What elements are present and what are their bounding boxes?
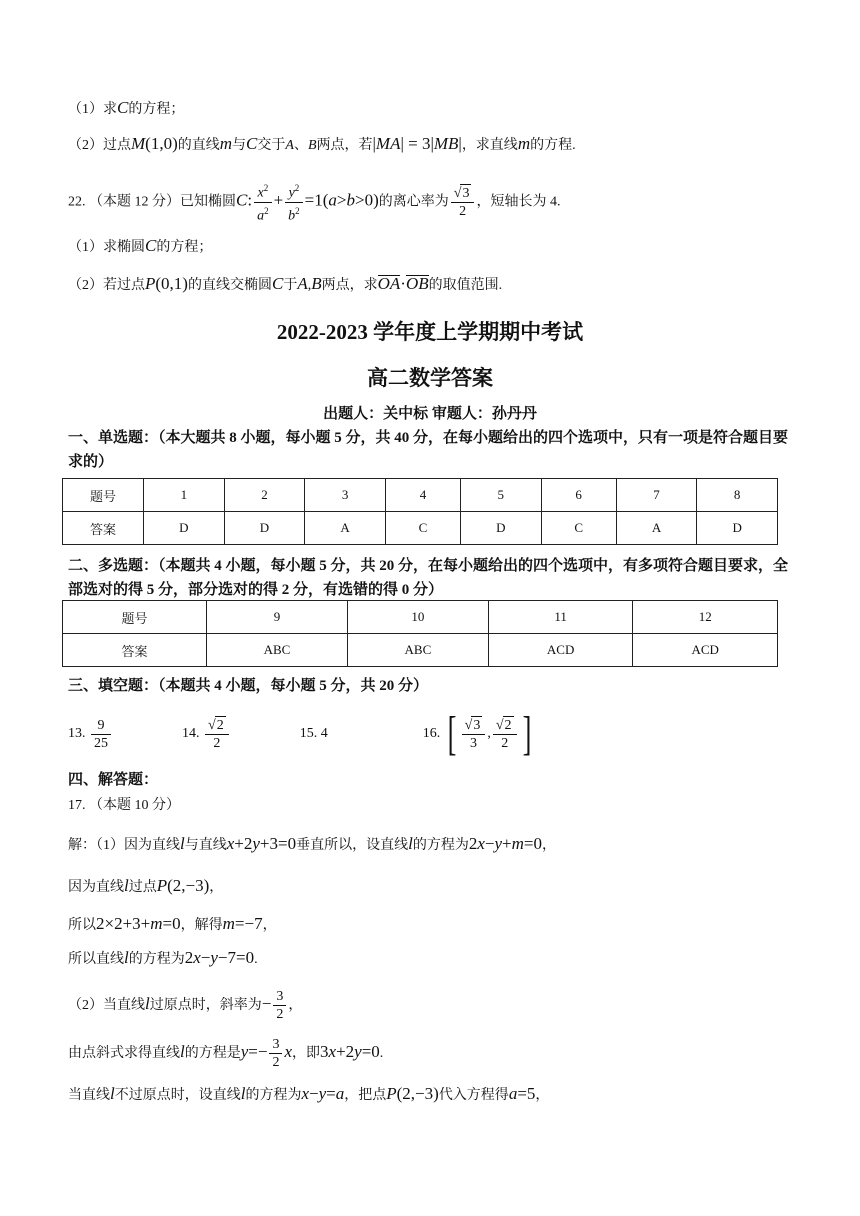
table-cell: ABC — [207, 634, 348, 667]
section1-heading: 一、单选题：（本大题共 8 小题，每小题 5 分，共 40 分，在每小题给出的四个选项中，只有一项是符合题目要求的） — [68, 430, 789, 470]
table-cell: 6 — [541, 479, 616, 512]
table-cell: ABC — [347, 634, 488, 667]
table-cell: D — [697, 512, 778, 545]
section1-table — [62, 478, 778, 545]
answer-14: 14. $\frac{√2}{2}$ — [182, 726, 231, 741]
table-cell: 12 — [633, 601, 778, 634]
q21-part2: （2）过点M(1,0)的直线m与C交于A、B两点，若|MA| = 3|MB|，求直线m的方程. — [68, 134, 576, 153]
table-cell: 8 — [697, 479, 778, 512]
q22-statement: 22. （本题 12 分）已知椭圆C: $\frac{x^2}{a^2}$ + $\frac{y^2}{b^2}$ =1(a>b>0)的离心率为 $\frac{√3}{2}$ ，短轴长为 4. — [68, 180, 560, 224]
section4-heading: 四、解答题： — [68, 772, 159, 788]
table-cell: C — [541, 512, 616, 545]
table-cell: 11 — [488, 601, 633, 634]
table-cell: 5 — [460, 479, 541, 512]
section2-heading: 二、多选题：（本题共 4 小题，每小题 5 分，共 20 分，在每小题给出的四个选项中，有多项符合题目要求，全部选对的得 5 分，部分选对的得 2 分，有选错的得 0 分） — [68, 558, 789, 598]
table-cell: 4 — [385, 479, 460, 512]
row-label: 答案 — [63, 634, 207, 667]
page-title: 2022-2023 学年度上学期期中考试 — [276, 320, 584, 344]
table-cell: 9 — [207, 601, 348, 634]
table-cell: ACD — [633, 634, 778, 667]
row-label: 答案 — [63, 512, 144, 545]
table-cell: A — [616, 512, 697, 545]
table-cell: D — [460, 512, 541, 545]
page-subtitle: 高二数学答案 — [367, 366, 493, 390]
answer-13: 13. $\frac{9}{25}$ — [68, 726, 113, 741]
solution-line-2: 因为直线l过点P(2,−3)， — [68, 876, 224, 895]
row-label: 题号 — [63, 601, 207, 634]
answer-16: 16. [ $\frac{√3}{3}$ , $\frac{√2}{2}$ ] — [422, 707, 531, 760]
table-row — [63, 601, 778, 634]
q22-part2: （2）若过点P(0,1)的直线交椭圆C于A,B两点，求OA·OB的取值范围. — [68, 274, 503, 293]
table-row — [63, 512, 778, 545]
table-row — [63, 479, 778, 512]
table-cell: ACD — [488, 634, 633, 667]
table-cell: 7 — [616, 479, 697, 512]
table-cell: 1 — [144, 479, 225, 512]
table-cell: A — [305, 512, 386, 545]
solution-line-7: 当直线l不过原点时，设直线l的方程为x−y=a，把点P(2,−3)代入方程得a=5， — [68, 1084, 550, 1103]
solution-line-3: 所以2×2+3+m=0，解得m=−7， — [68, 914, 277, 933]
section3-heading: 三、填空题：（本题共 4 小题，每小题 5 分，共 20 分） — [68, 678, 429, 694]
table-cell: C — [385, 512, 460, 545]
solution-line-6: 由点斜式求得直线l的方程是y=− $\frac{3}{2}$ x，即3x+2y=0. — [68, 1037, 384, 1071]
q17-label: 17. （本题 10 分） — [68, 798, 180, 813]
table-cell: D — [224, 512, 305, 545]
q21-part1: （1）求C的方程； — [68, 98, 185, 117]
q22-part1: （1）求椭圆C的方程； — [68, 236, 213, 255]
solution-line-1: 解：（1）因为直线l与直线x+2y+3=0垂直所以，设直线l的方程为2x−y+m=0， — [68, 834, 556, 853]
fill-answers — [68, 707, 535, 760]
table-row — [63, 634, 778, 667]
answer-15: 15. 4 — [299, 726, 328, 742]
solution-line-4: 所以直线l的方程为2x−y−7=0. — [68, 948, 258, 967]
table-cell: 10 — [347, 601, 488, 634]
table-cell: 3 — [305, 479, 386, 512]
section2-table — [62, 600, 778, 667]
authors: 出题人：关中标 审题人：孙丹丹 — [323, 406, 537, 422]
solution-line-5: （2）当直线l过原点时，斜率为− $\frac{3}{2}$ ， — [68, 989, 303, 1023]
row-label: 题号 — [63, 479, 144, 512]
table-cell: 2 — [224, 479, 305, 512]
table-cell: D — [144, 512, 225, 545]
